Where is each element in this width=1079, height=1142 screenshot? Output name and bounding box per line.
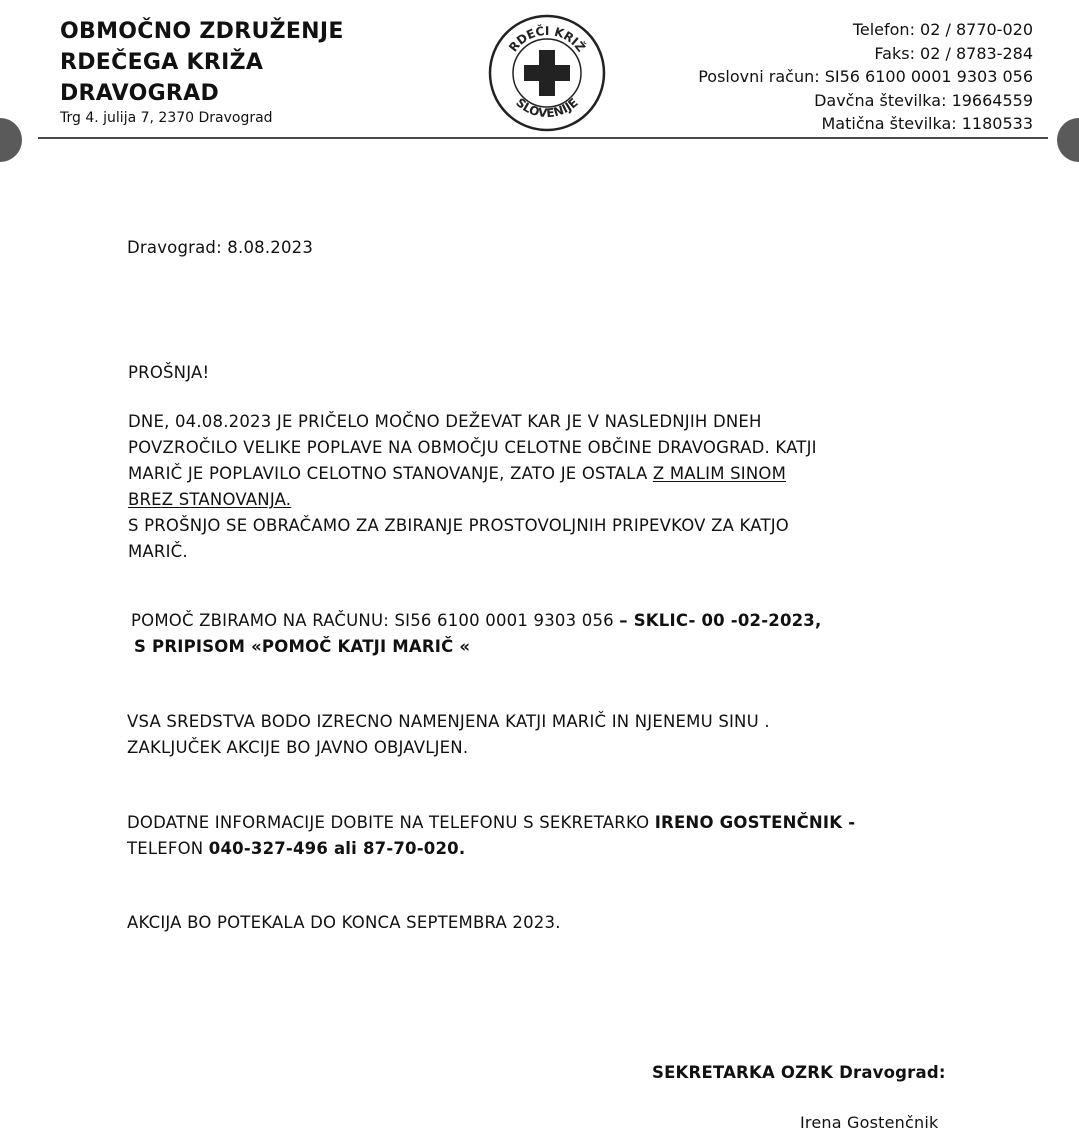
paragraph-line [127, 836, 855, 862]
contact-fax: Faks: 02 / 8783-284 [874, 43, 1033, 63]
punch-hole-left [0, 118, 22, 162]
text-span: POMOČ ZBIRAMO NA RAČUNU: SI56 6100 0001 9303 056 [131, 611, 620, 630]
signature-title: SEKRETARKA OZRK Dravograd: [652, 1063, 946, 1082]
payment-note: S PRIPISOM «POMOČ KATJI MARIČ « [134, 637, 471, 656]
logo-top-text: RDEČI KRIŽ [506, 23, 588, 55]
text-span: MARIČ JE POPLAVILO CELOTNO STANOVANJE, ZATO JE OSTALA [128, 464, 653, 483]
punch-hole-right [1057, 118, 1079, 162]
paragraph-line: ZAKLJUČEK AKCIJE BO JAVNO OBJAVLJEN. [127, 738, 469, 757]
contact-business-account: Poslovni račun: SI56 6100 0001 9303 056 [698, 67, 1033, 86]
org-address: Trg 4. julija 7, 2370 Dravograd [60, 110, 273, 126]
paragraph-line: POVZROČILO VELIKE POPLAVE NA OBMOČJU CELOTNE OBČINE DRAVOGRAD. KATJI [128, 438, 817, 457]
paragraph-line: S PROŠNJO SE OBRAČAMO ZA ZBIRANJE PROSTOVOLJNIH PRIPEVKOV ZA KATJO [128, 516, 789, 535]
secretary-name: IRENO GOSTENČNIK - [654, 813, 856, 832]
org-name-line-3: DRAVOGRAD [60, 81, 220, 106]
paragraph-contact-info [127, 810, 855, 862]
paragraph-line: VSA SREDSTVA BODO IZRECNO NAMENJENA KATJI MARIČ IN NJENEMU SINU . [127, 712, 770, 731]
paragraph-line [128, 461, 817, 487]
text-span: TELEFON [127, 839, 209, 858]
paragraph-end-date: AKCIJA BO POTEKALA DO KONCA SEPTEMBRA 2023. [127, 913, 561, 932]
paragraph-line: MARIČ. [128, 542, 188, 561]
logo-bottom-text: SLOVENIJE [513, 95, 581, 121]
phone-numbers: 040-327-496 ali 87-70-020. [208, 839, 466, 858]
paragraph-line [127, 810, 855, 836]
reference-number: – SKLIC- 00 -02-2023, [619, 611, 822, 630]
contact-registration-number: Matična številka: 1180533 [821, 114, 1033, 133]
underlined-text: BREZ STANOVANJA. [128, 490, 292, 509]
header-divider [38, 137, 1048, 139]
organization-name [60, 16, 344, 109]
org-name-line-1: OBMOČNO ZDRUŽENJE [60, 19, 344, 44]
red-cross-logo [487, 13, 607, 133]
paragraph-line: DNE, 04.08.2023 JE PRIČELO MOČNO DEŽEVAT KAR JE V NASLEDNJIH DNEH [128, 412, 762, 431]
org-name-line-2: RDEČEGA KRIŽA [60, 50, 264, 75]
text-span: DODATNE INFORMACIJE DOBITE NA TELEFONU S SEKRETARKO [127, 813, 655, 832]
paragraph-account [131, 608, 821, 660]
contact-info [698, 18, 1033, 136]
underlined-text: Z MALIM SINOM [652, 464, 787, 483]
letter-title: PROŠNJA! [128, 363, 210, 382]
signature-name: Irena Gostenčnik [800, 1113, 939, 1132]
paragraph-funds [127, 709, 770, 761]
letter-date: Dravograd: 8.08.2023 [127, 238, 314, 257]
contact-phone: Telefon: 02 / 8770-020 [852, 20, 1033, 39]
paragraph-line [131, 608, 821, 634]
paragraph-situation [128, 409, 817, 565]
contact-tax-number: Davčna številka: 19664559 [814, 90, 1033, 110]
